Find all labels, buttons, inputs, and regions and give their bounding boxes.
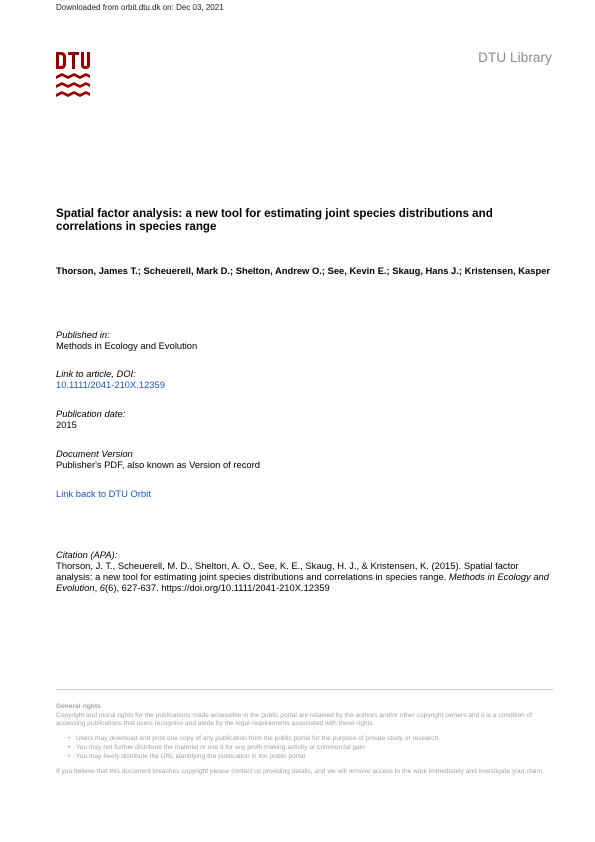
citation-block	[56, 549, 556, 593]
document-version-label: Document Version	[56, 448, 133, 459]
general-rights-intro: Copyright and moral rights for the publications made accessible in the public portal are retained by the authors and/or other copyright owners and it is a condition of accessing publications that users recognise and abide by the legal requirements associated with these rights.	[56, 711, 533, 728]
page-title: Spatial factor analysis: a new tool for estimating joint species distributions and correlations in species range	[56, 207, 493, 233]
rights-list	[56, 735, 556, 761]
document-version-value: Publisher's PDF, also known as Version of record	[56, 459, 260, 470]
list-item: • Users may download and print one copy of any publication from the public portal for the purpose of private study or research.	[68, 735, 440, 743]
orbit-link[interactable]: Link back to DTU Orbit	[56, 488, 151, 499]
doi-label: Link to article, DOI:	[56, 368, 136, 379]
orbit-link-block	[56, 488, 556, 499]
list-item: • You may not further distribute the material or use it for any profit-making activity or commercial gain	[68, 743, 365, 751]
dtu-logo	[56, 52, 92, 104]
document-version-block	[56, 448, 556, 470]
list-item: • You may freely distribute the URL identifying the publication in the public portal	[68, 752, 305, 760]
authors: Thorson, James T.; Scheuerell, Mark D.; Shelton, Andrew O.; See, Kevin E.; Skaug, Hans J.; Kristensen, Kasper	[56, 265, 551, 276]
divider	[56, 689, 553, 690]
published-in-value: Methods in Ecology and Evolution	[56, 340, 198, 351]
general-rights-section	[56, 703, 556, 777]
general-rights-heading: General rights	[56, 703, 101, 710]
library-label: DTU Library	[478, 50, 552, 65]
publication-date-value: 2015	[56, 419, 77, 430]
doi-link[interactable]: 10.1111/2041-210X.12359	[56, 379, 165, 390]
publication-date-block	[56, 408, 556, 430]
general-rights-closing: If you believe that this document breaches copyright please contact us providing details, and we will remove access to the work immediately and investigate your claim.	[56, 768, 544, 776]
download-note: Downloaded from orbit.dtu.dk on: Dec 03, 2021	[56, 3, 224, 12]
citation-label: Citation (APA):	[56, 549, 118, 560]
published-in-block	[56, 329, 556, 351]
published-in-label: Published in:	[56, 329, 110, 340]
citation-text: Thorson, J. T., Scheuerell, M. D., Shelton, A. O., See, K. E., Skaug, H. J., & Kristensen, K. (2015). Spatial factor analysis: a new tool for estimating joint species distributions and correlations in species range. Methods in Ecology and Evolution, 6(6), 627-637. https://doi.org/10.1111/2041-210X.12359	[56, 560, 549, 593]
publication-date-label: Publication date:	[56, 408, 126, 419]
doi-block	[56, 368, 556, 390]
